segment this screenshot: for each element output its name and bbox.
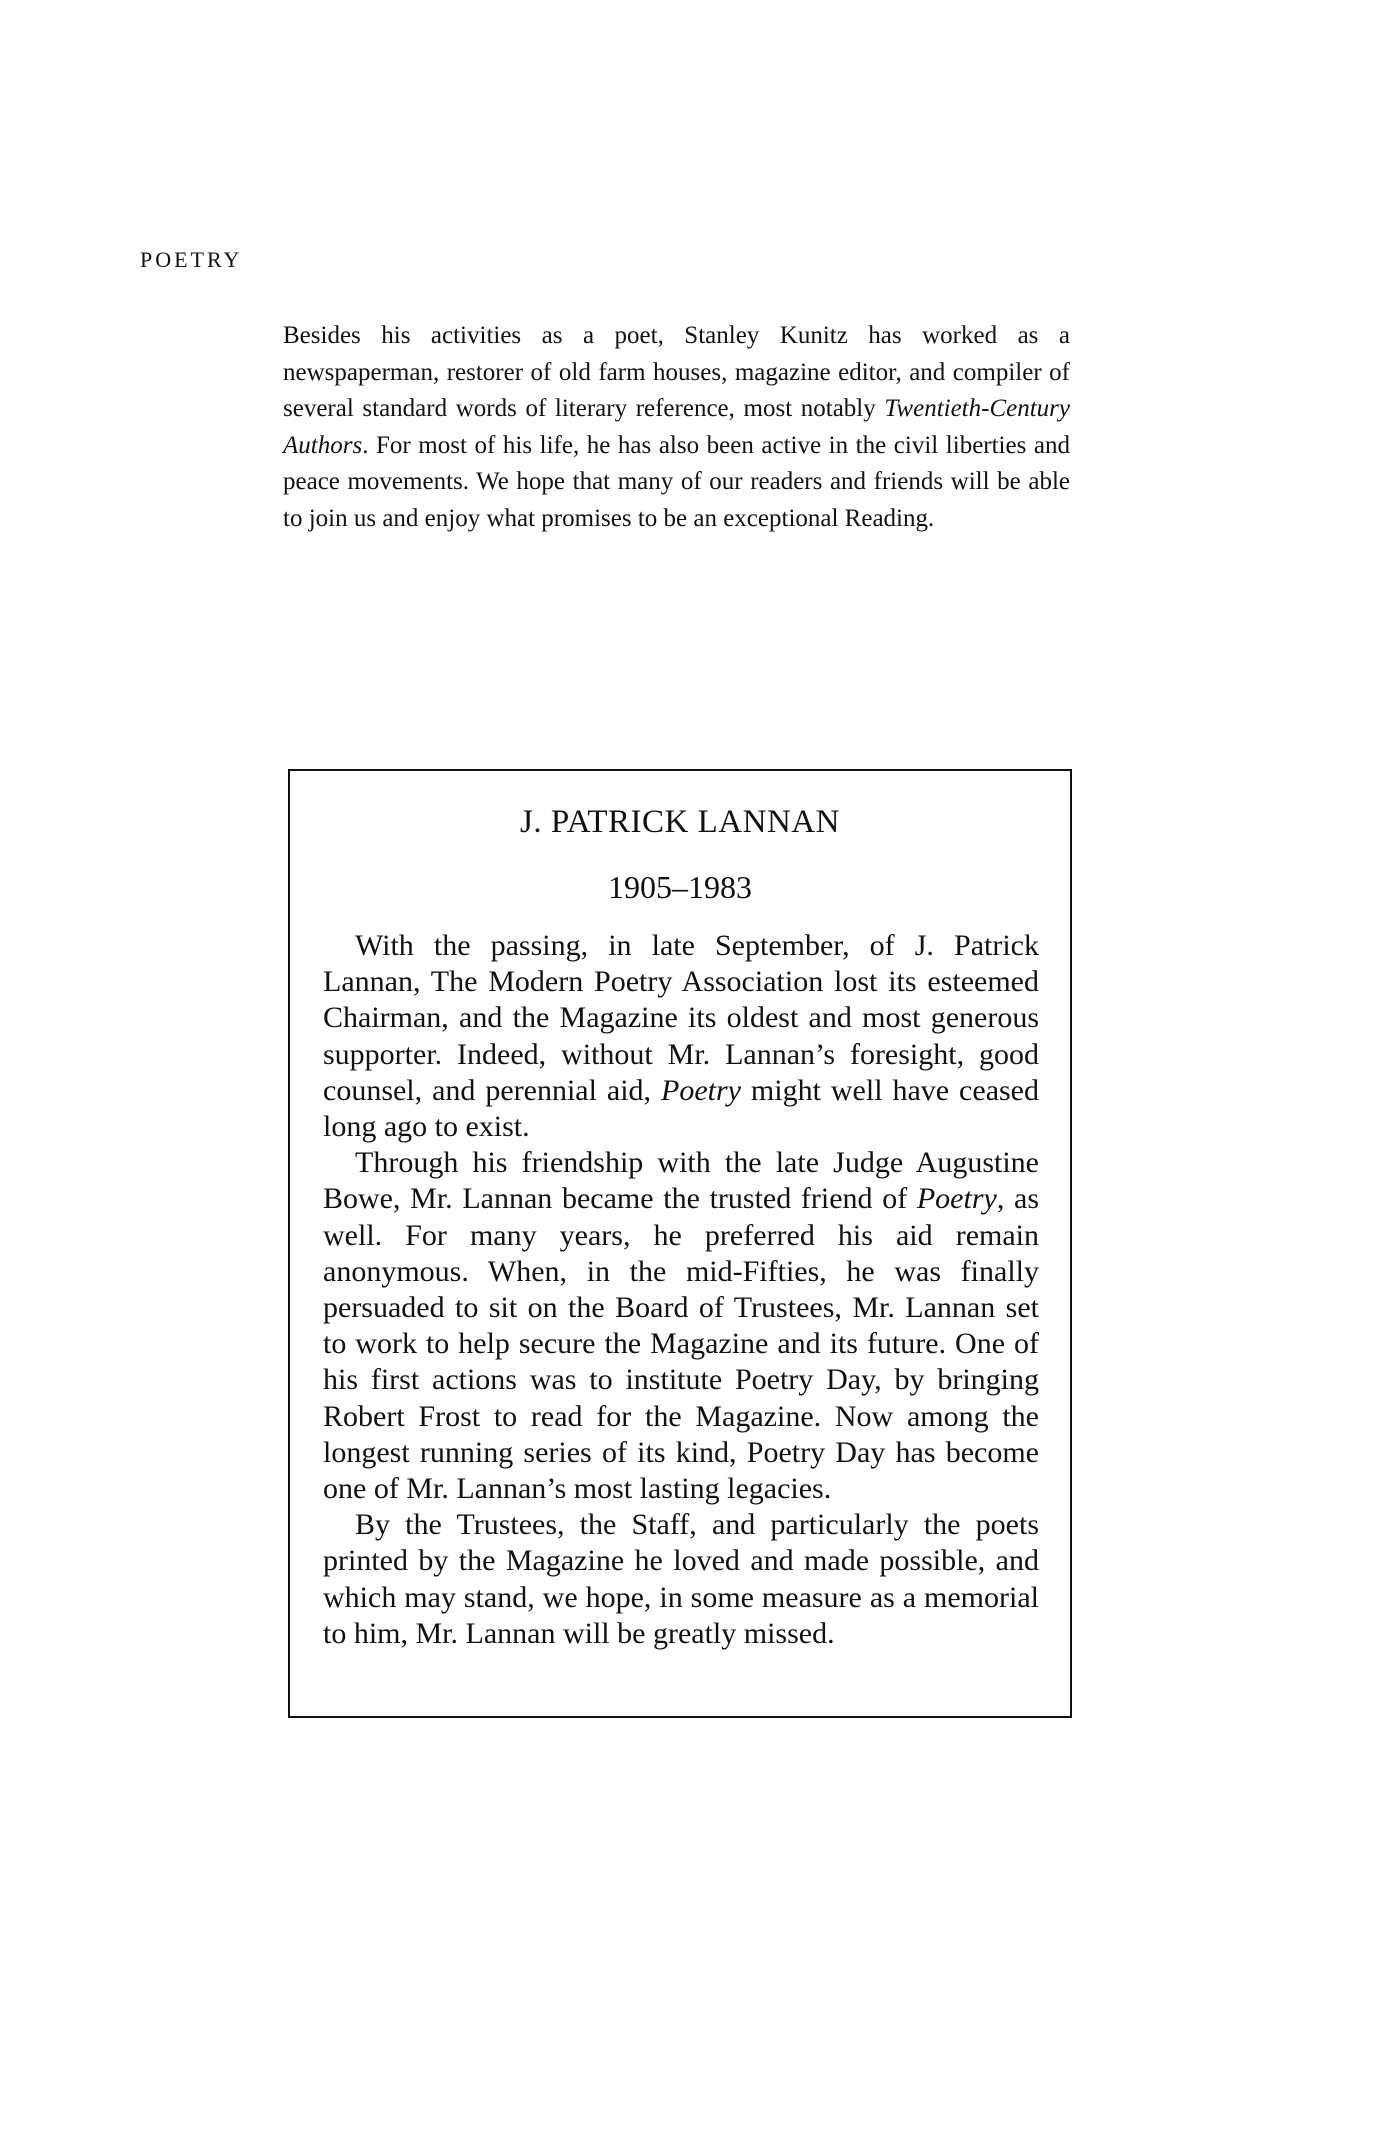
memorial-p2-start: Through his friendship with the late Judge Augustine Bowe, Mr. Lannan became the trusted friend of: [323, 1146, 1039, 1216]
memorial-box: [288, 769, 1072, 1718]
intro-book-title: Twentieth-Century Authors: [283, 395, 1070, 459]
intro-text-end: . For most of his life, he has also been active in the civil liberties and peace movements. We hope that many of our readers and friends will be able to join us and enjoy what promises to be an exceptional Reading.: [283, 431, 1070, 532]
memorial-p2-italic: Poetry: [916, 1182, 997, 1216]
memorial-p1-start: With the passing, in late September, of J. Patrick Lannan, The Modern Poetry Association lost its esteemed Chairman, and the Magazine its oldest and most generous supporter. Indeed, without Mr. Lannan’s foresight, good counsel, and perennial aid,: [323, 929, 1039, 1107]
memorial-paragraph-2: [323, 1145, 1039, 1507]
memorial-p1-end: might well have ceased long ago to exist.: [323, 1073, 1039, 1144]
intro-text-start: Besides his activities as a poet, Stanley Kunitz has worked as a newspaperman, restorer of old farm houses, magazine editor, and compiler of several standard words of literary reference, most notably: [283, 322, 1070, 422]
memorial-dates: 1905–1983: [608, 869, 752, 905]
running-head: POETRY: [140, 247, 243, 272]
memorial-body: [323, 928, 1039, 1652]
memorial-paragraph-3: By the Trustees, the Staff, and particularly the poets printed by the Magazine he loved and made possible, and which may stand, we hope, in some measure as a memorial to him, Mr. Lannan will be greatly missed.: [323, 1508, 1039, 1650]
memorial-p1-italic: Poetry: [661, 1073, 741, 1107]
memorial-p2-end: , as well. For many years, he preferred his aid remain anonymous. When, in the mid-Fifties, he was finally persuaded to sit on the Board of Trustees, Mr. Lannan set to work to help secure the Magazine and its future. One of his first actions was to institute Poetry Day, by bringing Robert Frost to read for the Magazine. Now among the longest running series of its kind, Poetry Day has become one of Mr. Lannan’s most lasting legacies.: [323, 1182, 1039, 1506]
memorial-name: J. PATRICK LANNAN: [520, 804, 840, 840]
memorial-paragraph-1: [323, 928, 1039, 1145]
intro-paragraph: [283, 318, 1070, 537]
